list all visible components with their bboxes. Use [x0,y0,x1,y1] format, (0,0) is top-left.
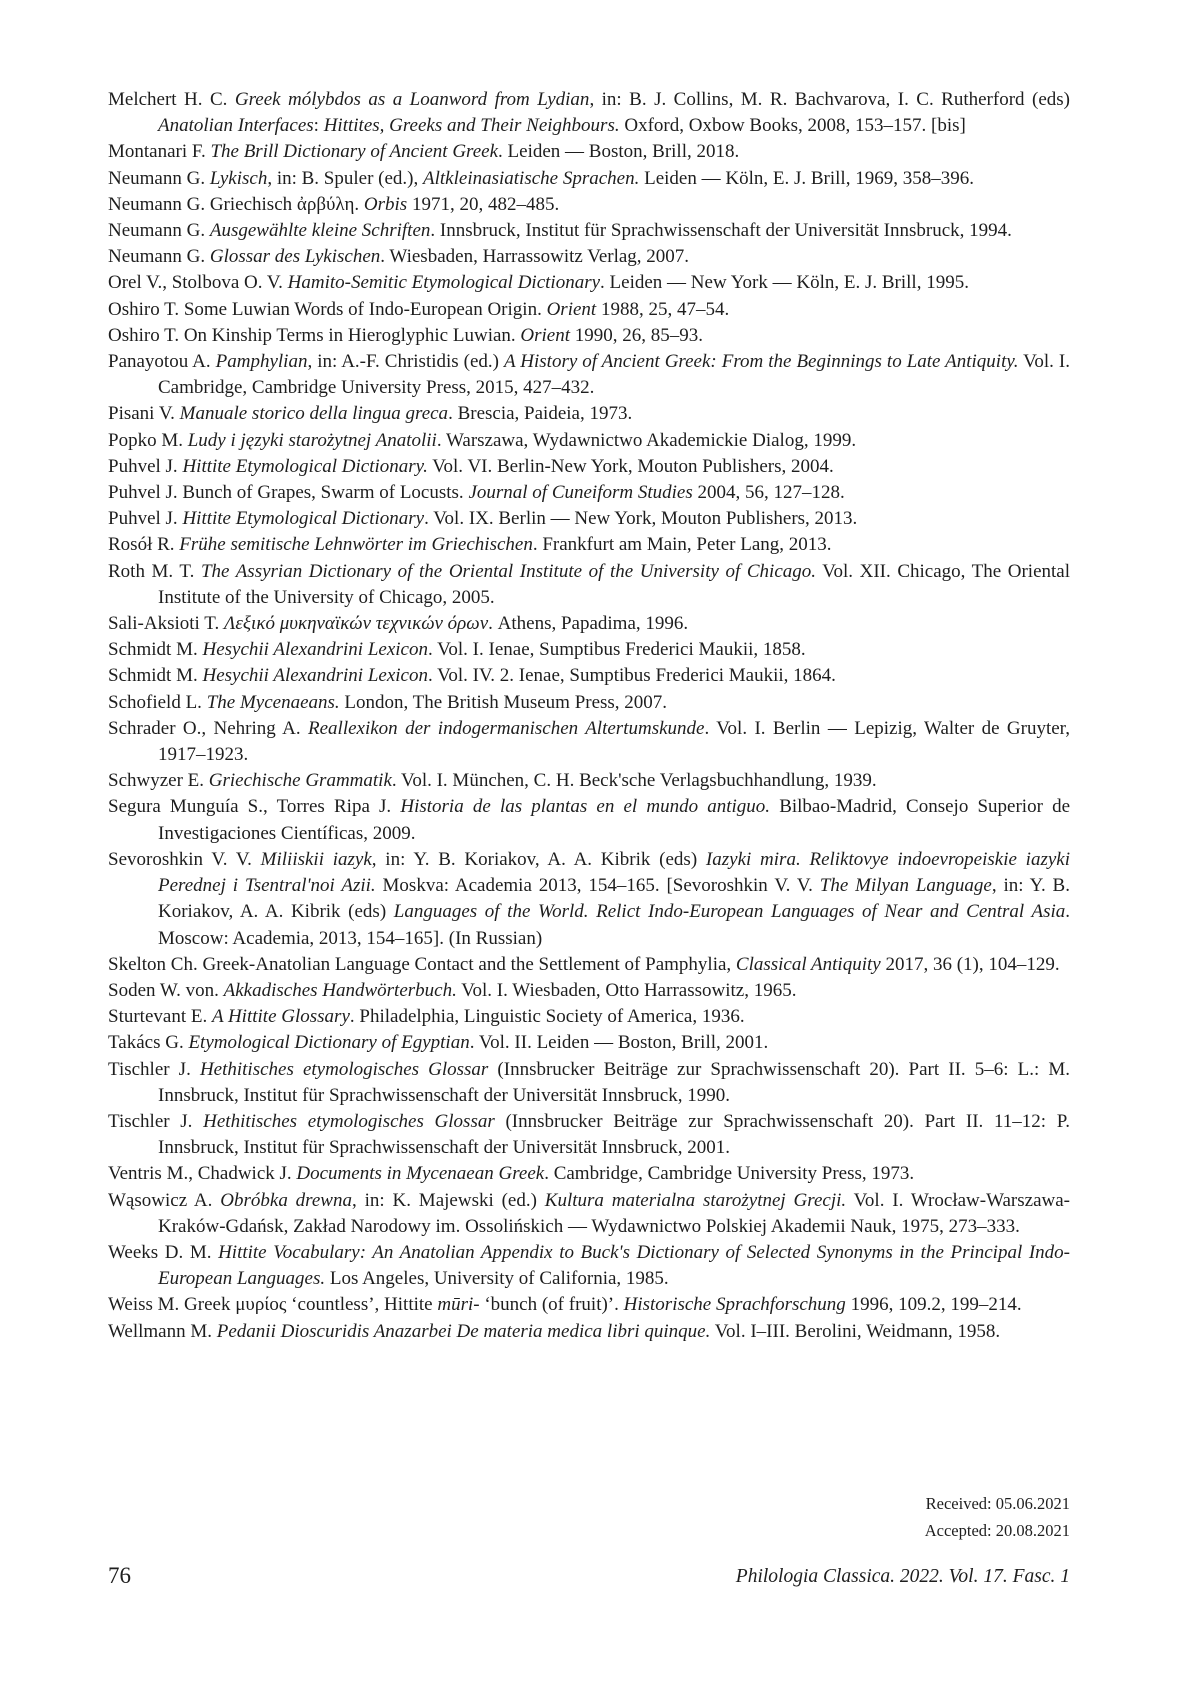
reference-text: . Cambridge, Cambridge University Press, 1973. [544,1163,915,1185]
reference-title-italic: Manuale storico della lingua greca [179,403,449,425]
reference-text: . Brescia, Paideia, 1973. [448,403,633,425]
reference-text: (Innsbrucker Beiträge zur Sprachwissenschaft 20). Part II. 5–6: L.: M. Innsbruck, Institut für Sprachwissenschaft der Universität Innsbruck, 1990. [158,1058,1071,1106]
reference-title-italic: Pamphylian [215,351,308,373]
reference-entry [108,401,1070,427]
reference-entry [108,270,1070,296]
reference-text: Melchert H. C. [108,89,235,110]
reference-title-italic: Greek mólybdos as a Loanword from Lydian [234,89,590,110]
reference-list [108,87,1070,1345]
reference-title-italic: Lykisch [209,167,268,189]
reference-entry [108,637,1070,663]
reference-text: Vol. I. Wiesbaden, Otto Harrassowitz, 1965. [456,979,797,1001]
reference-entry [108,978,1070,1004]
reference-entry [108,192,1070,218]
reference-text: Segura Munguía S., Torres Ripa J. [108,796,401,818]
reference-text: Montanari F. [108,141,211,163]
reference-text: 2017, 36 (1), 104–129. [880,953,1060,975]
reference-text: Sturtevant E. [108,1006,212,1028]
reference-entry [108,1319,1070,1345]
reference-text: , in: A.-F. Christidis (ed.) [307,351,505,373]
reference-text: . Vol. I. Berlin — Lepizig, Walter de Gruyter, 1917–1923. [158,717,1070,766]
reference-text: . Vol. IX. Berlin — New York, Mouton Publishers, 2013. [424,508,858,530]
reference-title-italic: Orbis [363,193,408,215]
reference-text: 1971, 20, 482–485. [407,193,560,215]
reference-title-italic: Pedanii Dioscuridis Anazarbei De materia medica libri quinque. [216,1320,711,1342]
reference-text: . Leiden — Boston, Brill, 2018. [498,141,740,163]
reference-text: Popko M. [108,429,188,451]
reference-title-italic: Obróbka drewna [220,1189,352,1211]
reference-text: ‘bunch (of fruit)’. [479,1294,624,1316]
reference-title-italic: Hethitisches etymologisches Glossar [199,1058,489,1080]
reference-text: Oshiro T. On Kinship Terms in Hieroglyphic Luwian. [108,324,521,346]
reference-text: Wąsowicz A. [108,1189,221,1211]
reference-entry [108,139,1070,165]
reference-title-italic: Hittites, Greeks and Their Neighbours. [323,115,620,137]
reference-text: Takács G. [108,1032,189,1054]
reference-entry [108,1240,1070,1292]
reference-title-italic: The Assyrian Dictionary of the Oriental Institute of the University of Chicago. [200,560,816,582]
reference-text: Neumann G. [108,246,210,268]
reference-title-italic: Griechische Grammatik [208,770,392,792]
reference-text: Schwyzer E. [108,770,209,792]
reference-text: Wellmann M. [108,1320,217,1342]
reference-entry [108,768,1070,794]
reference-entry [108,454,1070,480]
reference-title-italic: Iazyki mira. Reliktovye indoevropeiskie iazyki Perednej i Tsentral'noi Azii. [158,848,1070,897]
received-date: Received: 05.06.2021 [925,1494,1070,1513]
reference-text: Tischler J. [108,1058,200,1080]
reference-title-italic: A History of Ancient Greek: From the Beginnings to Late Antiquity. [504,351,1019,373]
reference-entry [108,166,1070,192]
reference-title-italic: Historia de las plantas en el mundo antiguo. [400,796,771,818]
reference-text: . Vol. II. Leiden — Boston, Brill, 2001. [469,1032,769,1054]
reference-entry [108,506,1070,532]
reference-title-italic: Glossar des Lykischen [209,246,381,268]
reference-title-italic: Altkleinasiatische Sprachen. [423,167,640,189]
reference-text: (Innsbrucker Beiträge zur Sprachwissenschaft 20). Part II. 11–12: P. Innsbruck, Institut für Sprachwissenschaft der Universität Innsbruck, 2001. [158,1110,1071,1159]
reference-text: Skelton Ch. Greek-Anatolian Language Contact and the Settlement of Pamphylia, [108,953,736,975]
reference-text: Neumann G. [108,167,210,189]
reference-text: Soden W. von. [108,979,224,1001]
reference-title-italic: Orient [520,324,571,346]
reference-title-italic: Hittite Etymological Dictionary [182,508,425,530]
reference-entry [108,1004,1070,1030]
reference-title-italic: Hittite Etymological Dictionary. [182,455,428,477]
reference-title-italic: Ludy i języki starożytnej Anatolii [187,429,437,451]
reference-text: Sevoroshkin V. V. [108,848,261,870]
reference-text: Roth M. T. [108,560,201,582]
reference-entry [108,349,1070,401]
reference-text: Los Angeles, University of California, 1985. [325,1268,669,1290]
reference-title-italic: Λεξικό μυκηναϊκών τεχνικών όρων [223,613,489,635]
reference-title-italic: Ausgewählte kleine Schriften [209,220,431,242]
reference-text: Ventris M., Chadwick J. [108,1163,297,1185]
reference-entry [108,1109,1070,1161]
reference-title-italic: Classical Antiquity [735,953,881,975]
reference-text: Vol. VI. Berlin-New York, Mouton Publishers, 2004. [427,455,834,477]
reference-text: . Innsbruck, Institut für Sprachwissenschaft der Universität Innsbruck, 1994. [430,220,1012,242]
reference-entry [108,1292,1070,1318]
reference-text: Rosół R. [108,534,180,556]
reference-title-italic: Languages of the World. Relict Indo-European Languages of Near and Central Asia [393,901,1066,923]
reference-title-italic: Hamito-Semitic Etymological Dictionary [287,272,601,294]
reference-text: Vol. XII. Chicago, The Oriental Institute of the University of Chicago, 2005. [158,560,1070,608]
reference-text: Pisani V. [108,403,180,425]
reference-text: Schmidt M. [108,639,203,661]
reference-text: Neumann G. [108,220,210,242]
reference-entry [108,690,1070,716]
reference-text: , in: Y. B. Koriakov, A. A. Kibrik (eds) [158,875,1070,923]
reference-text: Bilbao-Madrid, Consejo Superior de Investigaciones Científicas, 2009. [158,796,1071,844]
reference-text: Vol. I–III. Berolini, Weidmann, 1958. [710,1320,1001,1342]
reference-entry [108,1188,1070,1240]
reference-title-italic: Reallexikon der indogermanischen Altertumskunde [308,717,705,739]
reference-title-italic: Frühe semitische Lehnwörter im Griechischen [179,534,533,556]
reference-text: 1988, 25, 47–54. [596,298,730,320]
reference-text: Orel V., Stolbova O. V. [108,272,288,294]
reference-text: , in: Y. B. Koriakov, A. A. Kibrik (eds) [371,848,706,870]
reference-entry [108,323,1070,349]
reference-entry [108,611,1070,637]
reference-title-italic: Orient [546,298,597,320]
reference-text: 1996, 109.2, 199–214. [845,1294,1022,1316]
accepted-date: Accepted: 20.08.2021 [924,1521,1070,1540]
reference-text: Leiden — Köln, E. J. Brill, 1969, 358–396. [639,167,974,189]
reference-title-italic: Etymological Dictionary of Egyptian [188,1032,470,1054]
reference-entry [108,297,1070,323]
reference-text: . Moscow: Academia, 2013, 154–165]. (In Russian) [158,901,1071,949]
reference-text: 1990, 26, 85–93. [570,324,704,346]
reference-title-italic: Anatolian Interfaces [158,115,314,137]
reference-entry [108,794,1070,846]
reference-title-italic: Documents in Mycenaean Greek [296,1163,545,1185]
reference-text: Oxford, Oxbow Books, 2008, 153–157. [bis] [619,115,966,137]
reference-text: 2004, 56, 127–128. [692,482,845,504]
reference-title-italic: The Mycenaeans. [206,691,340,713]
reference-entry [108,1057,1070,1109]
reference-text: . Philadelphia, Linguistic Society of America, 1936. [349,1006,745,1028]
reference-title-italic: Hittite Vocabulary: An Anatolian Appendix to Buck's Dictionary of Selected Synonyms in the Principal Indo-European Languages. [158,1241,1070,1290]
reference-text: Vol. I. Wrocław-Warszawa-Kraków-Gdańsk, Zakład Narodowy im. Ossolińskich — Wydawnictwo Polskiej Akademii Nauk, 1975, 273–333. [158,1189,1070,1237]
reference-text: Puhvel J. [108,455,183,477]
reference-text: . Leiden — New York — Köln, E. J. Brill, 1995. [600,272,969,294]
reference-text: , in: B. Spuler (ed.), [267,167,424,189]
reference-text: Moskva: Academia 2013, 154–165. [Sevoroshkin V. V. [375,875,820,897]
reference-title-italic: Journal of Cuneiform Studies [468,482,693,504]
reference-entry [108,87,1070,139]
reference-text: London, The British Museum Press, 2007. [339,691,668,713]
reference-title-italic: Miliiskii iazyk [260,848,372,870]
reference-text: . Frankfurt am Main, Peter Lang, 2013. [532,534,832,556]
reference-title-italic: mūri- [437,1294,480,1316]
page-number: 76 [108,1563,131,1588]
reference-text: , in: B. J. Collins, M. R. Bachvarova, I. C. Rutherford (eds) [589,89,1070,110]
reference-entry [108,244,1070,270]
reference-text: Puhvel J. Bunch of Grapes, Swarm of Locusts. [108,482,469,504]
reference-text: , in: K. Majewski (ed.) [351,1189,545,1211]
reference-text: Schrader O., Nehring A. [108,717,308,739]
reference-text: . Athens, Papadima, 1996. [488,613,689,635]
reference-text: Puhvel J. [108,508,183,530]
reference-text: Tischler J. [108,1110,204,1132]
reference-entry [108,559,1070,611]
reference-entry [108,428,1070,454]
reference-title-italic: Historische Sprachforschung [623,1294,846,1316]
reference-entry [108,218,1070,244]
reference-text: . Warszawa, Wydawnictwo Akademickie Dialog, 1999. [436,429,857,451]
reference-entry [108,1161,1070,1187]
reference-text: Panayotou A. [108,351,216,373]
reference-text: Neumann G. Griechisch ἀρβύλη. [108,193,364,215]
reference-entry [108,480,1070,506]
reference-text: Weeks D. M. [108,1241,219,1263]
reference-title-italic: The Milyan Language [819,875,992,897]
reference-text: Schmidt M. [108,665,203,687]
reference-text: Sali-Aksioti T. [108,613,224,635]
reference-entry [108,532,1070,558]
reference-title-italic: Hesychii Alexandrini Lexicon [202,639,428,661]
reference-title-italic: Hethitisches etymologisches Glossar [203,1110,495,1132]
submission-dates [925,1490,1070,1544]
reference-text: Vol. I. Cambridge, Cambridge University Press, 2015, 427–432. [158,351,1071,399]
reference-entry [108,1030,1070,1056]
reference-entry [108,663,1070,689]
reference-text: Oshiro T. Some Luwian Words of Indo-European Origin. [108,298,547,320]
reference-entry [108,847,1070,952]
reference-text: . Vol. I. Ienae, Sumptibus Frederici Maukii, 1858. [427,639,806,661]
reference-text: . Wiesbaden, Harrassowitz Verlag, 2007. [380,246,690,268]
reference-title-italic: Akkadisches Handwörterbuch. [223,979,457,1001]
reference-title-italic: A Hittite Glossary [211,1006,350,1028]
reference-text: . Vol. IV. 2. Ienae, Sumptibus Frederici Maukii, 1864. [427,665,836,687]
reference-title-italic: Hesychii Alexandrini Lexicon [202,665,428,687]
reference-text: . Vol. I. München, C. H. Beck'sche Verlagsbuchhandlung, 1939. [391,770,877,792]
running-footer: Philologia Classica. 2022. Vol. 17. Fasc. 1 [735,1566,1070,1587]
reference-entry [108,716,1070,768]
reference-entry [108,952,1070,978]
reference-title-italic: Kultura materialna starożytnej Grecji. [544,1189,847,1211]
reference-title-italic: The Brill Dictionary of Ancient Greek [210,141,499,163]
reference-text: Schofield L. [108,691,207,713]
reference-text: : [313,115,324,137]
reference-text: Weiss M. Greek μυρίος ‘countless’, Hittite [108,1294,438,1316]
